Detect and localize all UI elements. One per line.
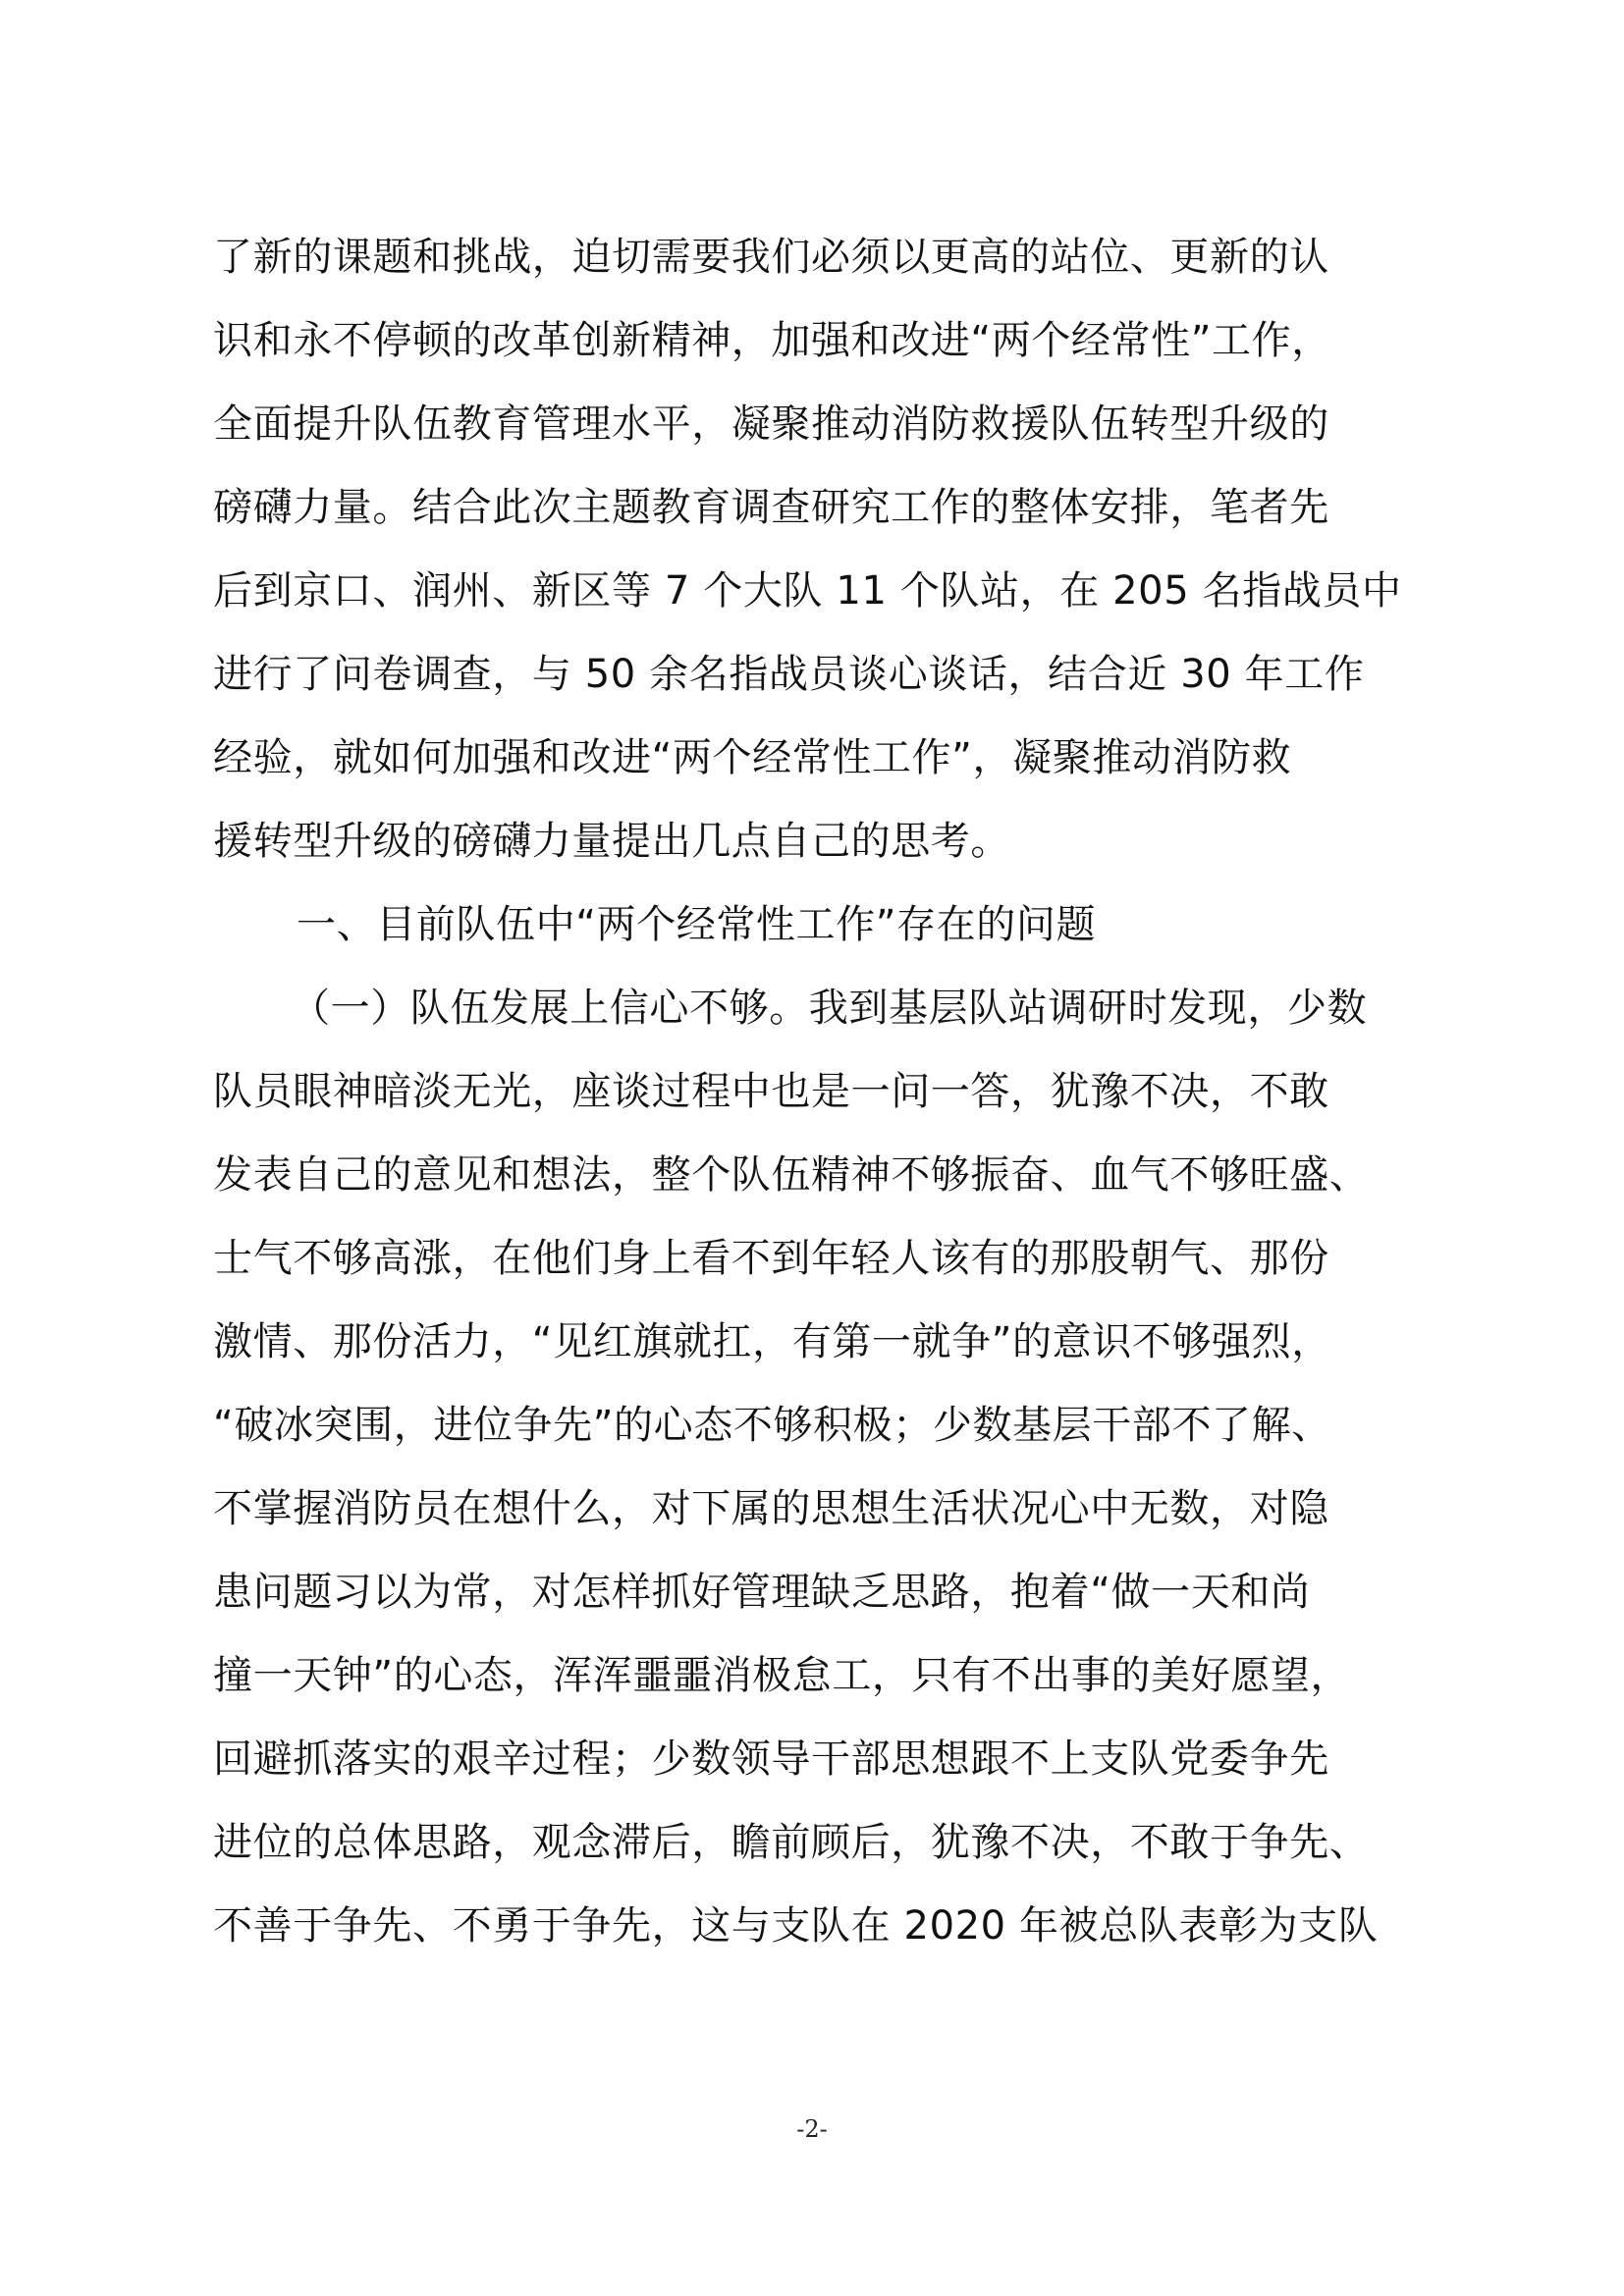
text-line: 后到京口、润州、新区等 7 个大队 11 个队站，在 205 名指战员中 <box>213 568 1402 614</box>
text-line: 不掌握消防员在想什么，对下属的思想生活状况心中无数，对隐 <box>213 1486 1329 1531</box>
text-line: 全面提升队伍教育管理水平，凝聚推动消防救援队伍转型升级的 <box>213 401 1329 447</box>
text-line: 磅礴力量。结合此次主题教育调查研究工作的整体安排，笔者先 <box>213 485 1329 530</box>
text-line: 不善于争先、不勇于争先，这与支队在 2020 年被总队表彰为支队 <box>213 1903 1379 1949</box>
text-line: 经验，就如何加强和改进“两个经常性工作”，凝聚推动消防救 <box>213 735 1292 780</box>
text-line: 援转型升级的磅礴力量提出几点自己的思考。 <box>213 819 1010 864</box>
text-line: 回避抓落实的艰辛过程；少数领导干部思想跟不上支队党委争先 <box>213 1736 1329 1782</box>
subsection-heading-line: （一）队伍发展上信心不够。我到基层队站调研时发现，少数 <box>291 986 1368 1031</box>
text-line: 士气不够高涨，在他们身上看不到年轻人该有的那股朝气、那份 <box>213 1236 1329 1281</box>
text-line: 队员眼神暗淡无光，座谈过程中也是一问一答，犹豫不决，不敢 <box>213 1069 1329 1114</box>
text-line: 进行了问卷调查，与 50 余名指战员谈心谈话，结合近 30 年工作 <box>213 652 1365 697</box>
text-line: 识和永不停顿的改革创新精神，加强和改进“两个经常性”工作， <box>213 318 1331 363</box>
section-heading: 一、目前队伍中“两个经常性工作”存在的问题 <box>297 902 1097 947</box>
text-line: 发表自己的意见和想法，整个队伍精神不够振奋、血气不够旺盛、 <box>213 1152 1370 1198</box>
text-line: 患问题习以为常，对怎样抓好管理缺乏思路，抱着“做一天和尚 <box>213 1570 1311 1615</box>
text-line: 撞一天钟”的心态，浑浑噩噩消极怠工，只有不出事的美好愿望， <box>213 1653 1351 1698</box>
text-line: 进位的总体思路，观念滞后，瞻前顾后，犹豫不决，不敢于争先、 <box>213 1820 1370 1865</box>
text-line: 了新的课题和挑战，迫切需要我们必须以更高的站位、更新的认 <box>213 235 1329 280</box>
text-line: 激情、那份活力，“见红旗就扛，有第一就争”的意识不够强烈， <box>213 1319 1331 1364</box>
text-line: “破冰突围，进位争先”的心态不够积极；少数基层干部不了解、 <box>213 1403 1331 1448</box>
page-number: -2- <box>796 2115 828 2143</box>
